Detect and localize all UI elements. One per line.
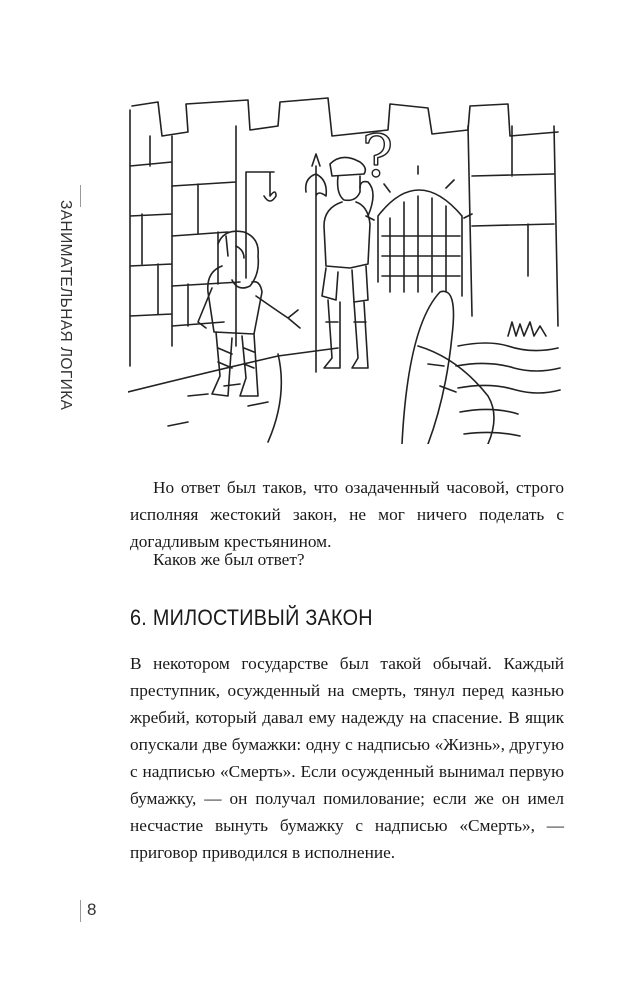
question-mark: ? [362,122,394,190]
section-heading: 6. МИЛОСТИВЫЙ ЗАКОН [130,605,373,630]
right-tower [468,126,558,326]
grass [508,322,546,336]
rock [402,291,454,444]
wall-outline [132,98,558,136]
paragraph-answer-intro: Но ответ был таков, что озадаченный часовой, строго исполняя жестокий закон, не мог ничего поделать с догадливым крестьянином. [130,478,564,551]
page-number-rule [80,900,81,922]
halberd [306,154,327,372]
left-wall-bricks [172,126,240,346]
water [456,343,560,436]
paragraph-question: Каков же был ответ? [153,550,305,569]
page-number: 8 [87,900,97,919]
left-tower [130,110,172,366]
running-head [50,200,110,410]
illustration-guard-and-peasant [128,96,564,444]
cobbles [168,364,456,426]
ground [128,346,494,444]
paragraph-section-text: В некотором государстве был такой обычай. Каждый преступник, осужденный на смерть, тянул перед казнью жребий, который давал ему надежду на спасение. В ящик опускали две бумажки: одну с надписью «Жизнь», другую с надписью «Смерть». Если осужденный вынимал первую бумажку, — он получал помилование; если же он имел несчастие вынуть бумажку с надписью «Смерть», — приговор приводился в исполнение. [130,654,564,862]
gate-bars [382,196,460,292]
running-head-text: ЗАНИМАТЕЛЬНАЯ ЛОГИКА [57,200,74,411]
gallows [246,172,276,278]
